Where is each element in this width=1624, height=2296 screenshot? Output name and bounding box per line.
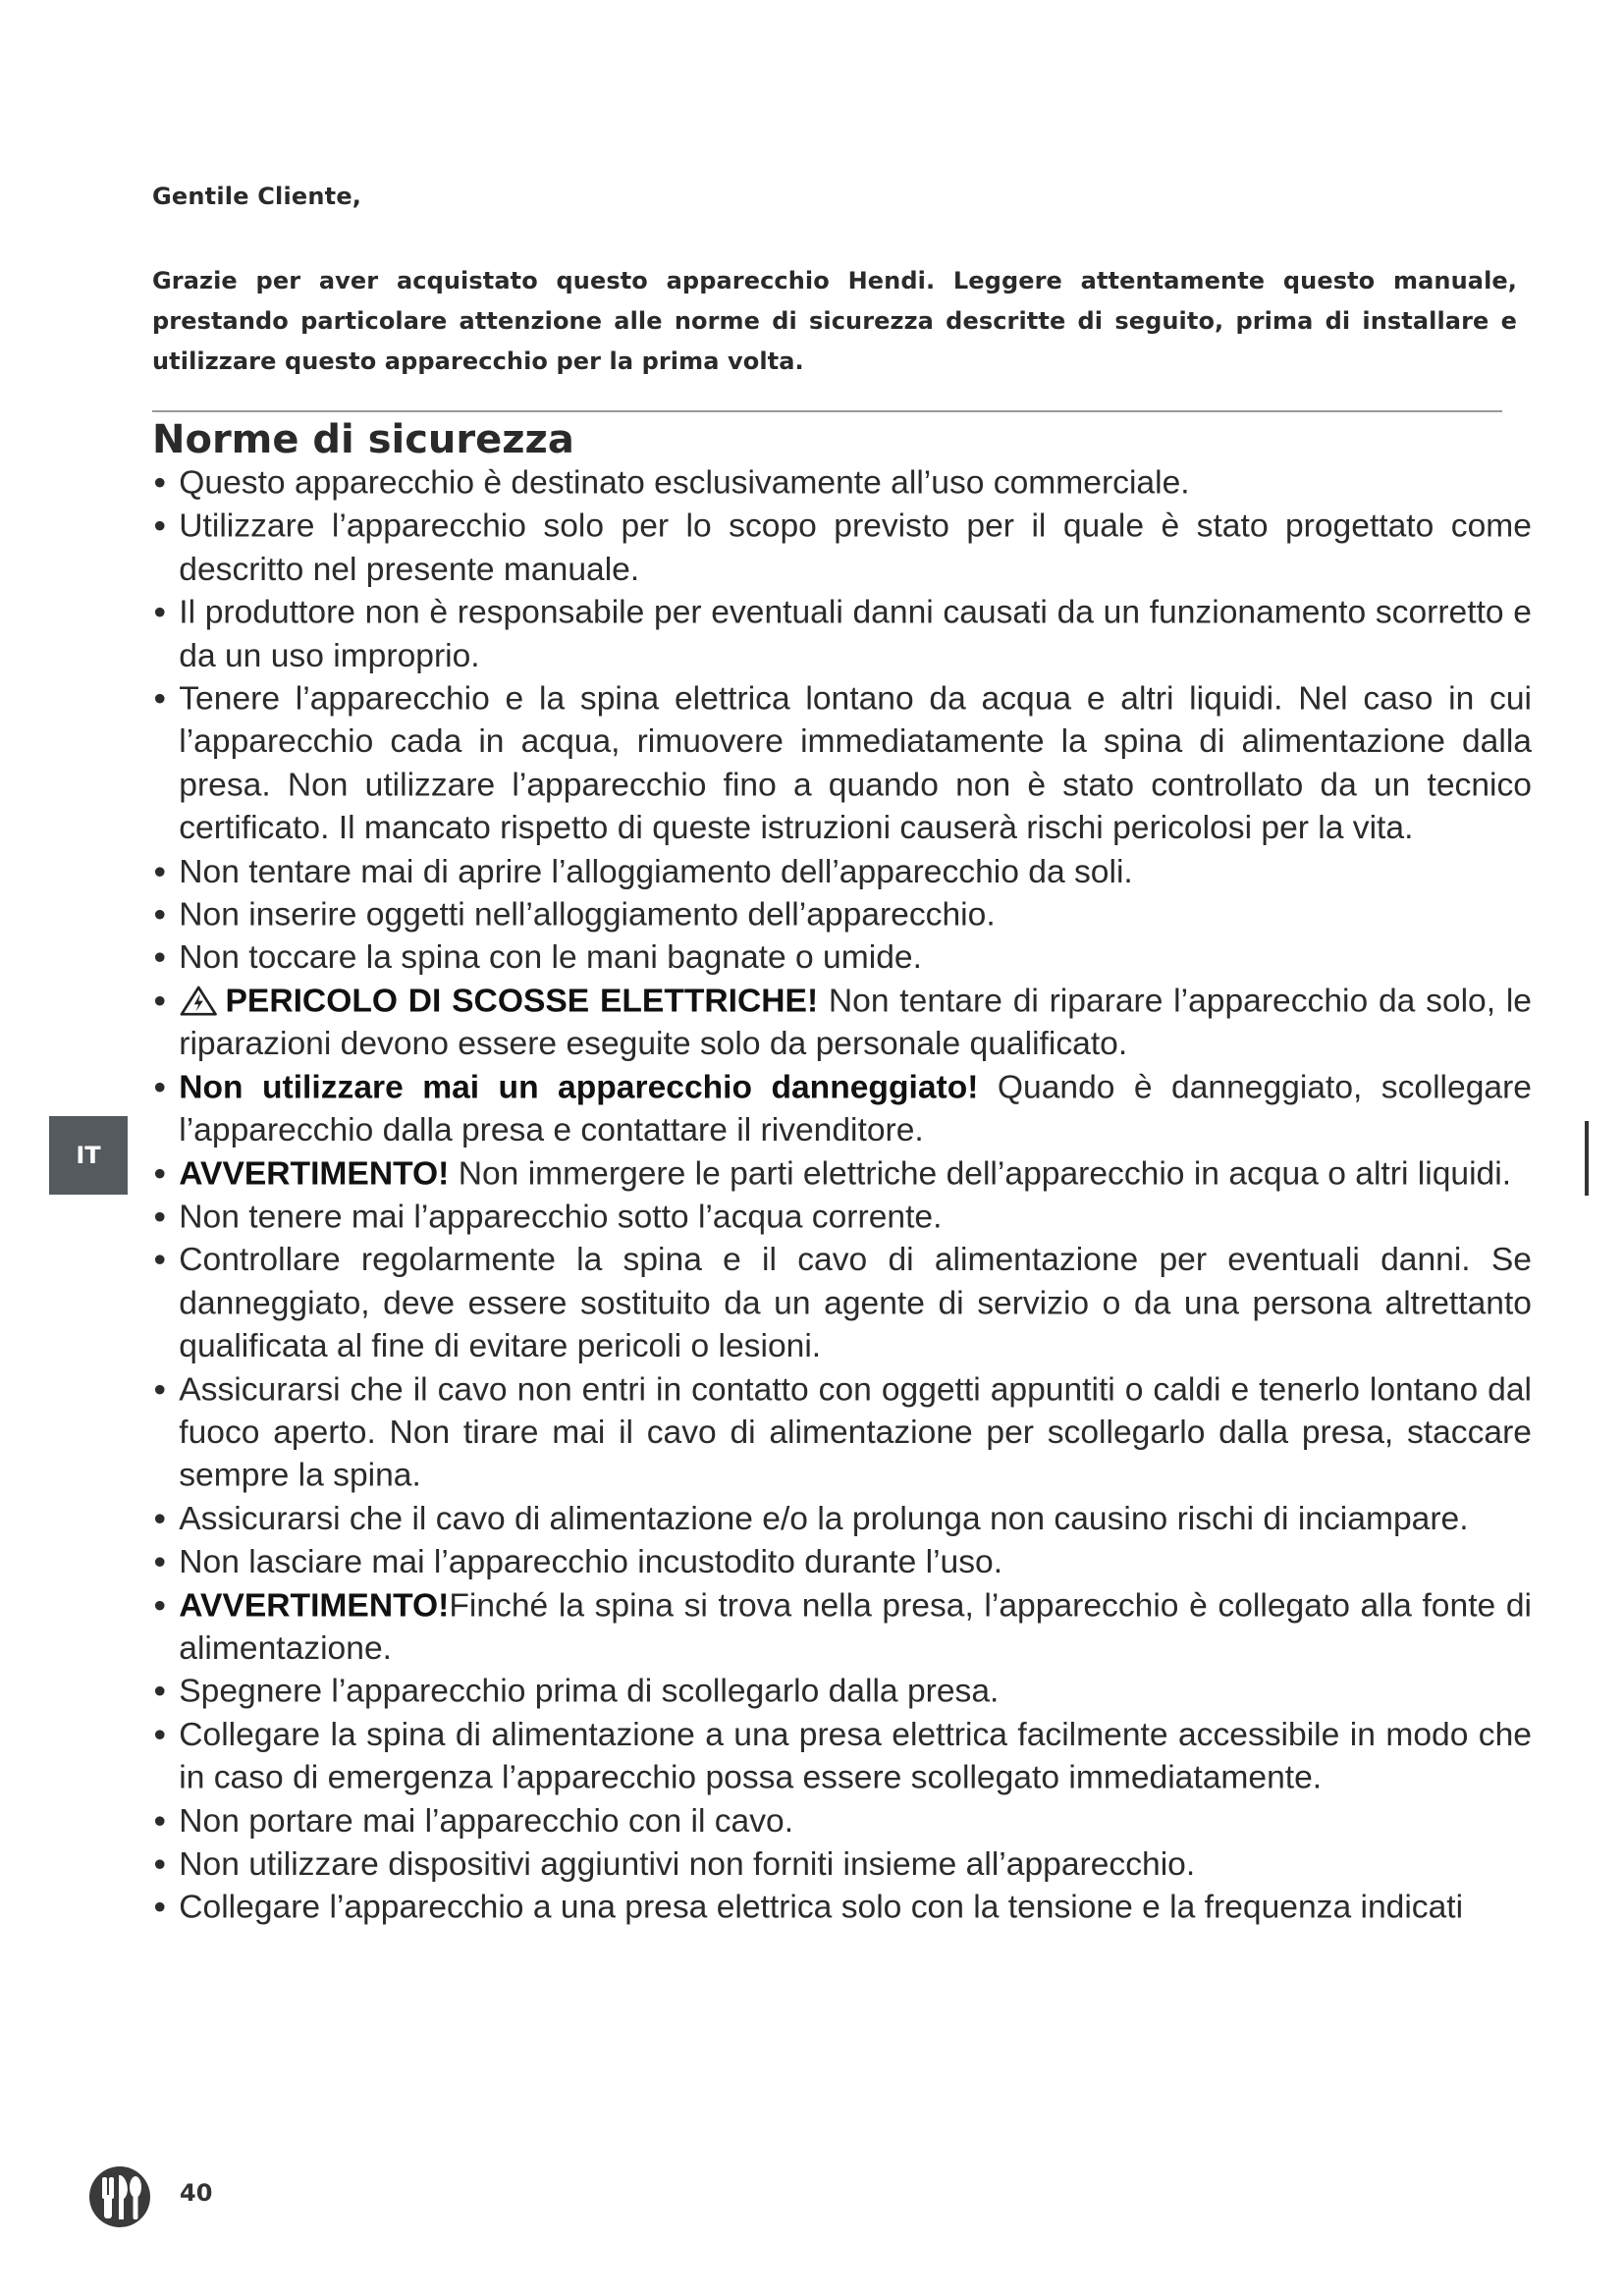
rule-text: Utilizzare l’apparecchio solo per lo scopo previsto per il quale è stato progettato come descritto nel presente manuale. [179, 507, 1532, 587]
bullet-marker: • [153, 1198, 166, 1235]
bullet-marker: • [153, 507, 166, 544]
intro-paragraph: Grazie per aver acquistato questo apparecchio Hendi. Leggere attentamente questo manuale, prestando particolare attenzione alle norme di sicurezza descritte di seguito, prima di installare e utilizzare questo apparecchio per la prima volta. [152, 267, 1517, 375]
bullet-marker: • [153, 1585, 166, 1624]
rule-text: Spegnere l’apparecchio prima di scollegarlo dalla presa. [179, 1672, 1000, 1710]
safety-rule-item [152, 461, 1532, 505]
rule-text: Tenere l’apparecchio e la spina elettrica lontano da acqua e altri liquidi. Nel caso in cui l’apparecchio cada in acqua, rimuovere immediatamente la spina di alimentazione dalla presa. Non utilizzare l’apparecchio fino a quando non è stato controllato da un tecnico certificato. Il mancato rispetto di queste istruzioni causerà rischi pericolosi per la vita. [179, 679, 1532, 846]
rule-text: Controllare regolarmente la spina e il cavo di alimentazione per eventuali danni. Se danneggiato, deve essere sostituito da un agente di servizio o da una persona altrettanto qualificata al fine di evitare pericoli o lesioni. [179, 1241, 1532, 1364]
rule-text: Non inserire oggetti nell’alloggiamento dell’apparecchio. [179, 895, 996, 933]
rule-text: Il produttore non è responsabile per eventuali danni causati da un funzionamento scorretto e da un uso improprio. [179, 593, 1532, 673]
bullet-marker: • [153, 1715, 166, 1753]
bullet-marker: • [153, 895, 166, 933]
bullet-marker: • [153, 463, 166, 501]
bullet-marker: • [153, 938, 166, 976]
bullet-marker: • [153, 1844, 166, 1883]
safety-rule-item [152, 1799, 1532, 1842]
bullet-marker: • [153, 982, 166, 1019]
section-divider [152, 410, 1502, 412]
rule-text: Non tenere mai l’apparecchio sotto l’acqua corrente. [179, 1198, 943, 1235]
bullet-marker: • [153, 1241, 166, 1278]
safety-rule-item [152, 850, 1532, 893]
rule-text: Finché la spina si trova nella presa, l’apparecchio è collegato alla fonte di alimentazione. [179, 1585, 1532, 1667]
safety-rule-item [152, 980, 1532, 1066]
bullet-marker: • [153, 1542, 166, 1580]
language-label: IT [76, 1142, 101, 1169]
safety-rule-item [152, 1152, 1532, 1196]
safety-rule-item [152, 1583, 1532, 1670]
rule-text: Questo apparecchio è destinato esclusivamente all’uso commerciale. [179, 463, 1190, 501]
rule-text: Assicurarsi che il cavo non entri in contatto con oggetti appuntiti o caldi e tenerlo lontano dal fuoco aperto. Non tirare mai il cavo di alimentazione per scollegarlo dalla presa, staccare sempre la spina. [179, 1370, 1532, 1494]
safety-rule-item [152, 893, 1532, 936]
bullet-marker: • [153, 679, 166, 717]
bullet-marker: • [153, 1068, 166, 1105]
cutlery-logo-icon [88, 2165, 151, 2228]
rule-text: Collegare la spina di alimentazione a una presa elettrica facilmente accessibile in modo che in caso di emergenza l’apparecchio possa essere scollegato immediatamente. [179, 1715, 1532, 1796]
electric-shock-warning-icon [179, 985, 218, 1017]
rule-text: Non portare mai l’apparecchio con il cavo. [179, 1801, 794, 1840]
rule-text: Collegare l’apparecchio a una presa elettrica solo con la tensione e la frequenza indicati [179, 1888, 1464, 1926]
bullet-marker: • [153, 1801, 166, 1840]
rule-text: Quando è danneggiato, scollegare l’apparecchio dalla presa e contattare il rivenditore. [179, 1068, 1532, 1148]
safety-rule-item [152, 1670, 1532, 1713]
safety-rule-item [152, 505, 1532, 591]
language-tab [49, 1116, 128, 1195]
rule-text: Assicurarsi che il cavo di alimentazione e/o la prolunga non causino rischi di inciampare. [179, 1500, 1469, 1537]
bullet-marker: • [153, 593, 166, 630]
bullet-marker: • [153, 1500, 166, 1537]
rule-lead: PERICOLO DI SCOSSE ELETTRICHE! [225, 982, 819, 1019]
bullet-marker: • [153, 1370, 166, 1408]
rule-text: Non tentare di riparare l’apparecchio da solo, le riparazioni devono essere eseguite solo da personale qualificato. [179, 982, 1532, 1062]
rule-lead: AVVERTIMENTO! [179, 1585, 450, 1624]
page-edge-marker [1585, 1121, 1589, 1196]
bullet-marker: • [153, 1672, 166, 1710]
safety-rule-item [152, 591, 1532, 677]
safety-rule-item [152, 1196, 1532, 1239]
section-title: Norme di sicurezza [152, 417, 574, 462]
page-number: 40 [180, 2179, 213, 2207]
rule-text: Non utilizzare dispositivi aggiuntivi non forniti insieme all’apparecchio. [179, 1844, 1196, 1883]
salutation: Gentile Cliente, [152, 183, 362, 210]
rule-lead: Non utilizzare mai un apparecchio danneggiato! [179, 1068, 979, 1105]
safety-rule-item [152, 1497, 1532, 1540]
rule-text: Non tentare mai di aprire l’alloggiamento dell’apparecchio da soli. [179, 852, 1133, 889]
rule-text: Non lasciare mai l’apparecchio incustodito durante l’uso. [179, 1542, 1003, 1580]
safety-rule-item [152, 1238, 1532, 1367]
safety-rule-item [152, 1842, 1532, 1886]
safety-rules-list [152, 461, 1532, 1929]
bullet-marker: • [153, 852, 166, 889]
safety-rule-item [152, 1886, 1532, 1929]
rule-text: Non toccare la spina con le mani bagnate o umide. [179, 938, 922, 976]
safety-rule-item [152, 1367, 1532, 1497]
safety-rule-item [152, 1066, 1532, 1152]
bullet-marker: • [153, 1154, 166, 1192]
bullet-marker: • [153, 1888, 166, 1926]
safety-rule-item [152, 1540, 1532, 1583]
safety-rule-item [152, 936, 1532, 980]
rule-lead: AVVERTIMENTO! [179, 1154, 450, 1192]
rule-text: Non immergere le parti elettriche dell’apparecchio in acqua o altri liquidi. [449, 1154, 1512, 1192]
safety-rule-item [152, 1713, 1532, 1799]
safety-rule-item [152, 677, 1532, 850]
